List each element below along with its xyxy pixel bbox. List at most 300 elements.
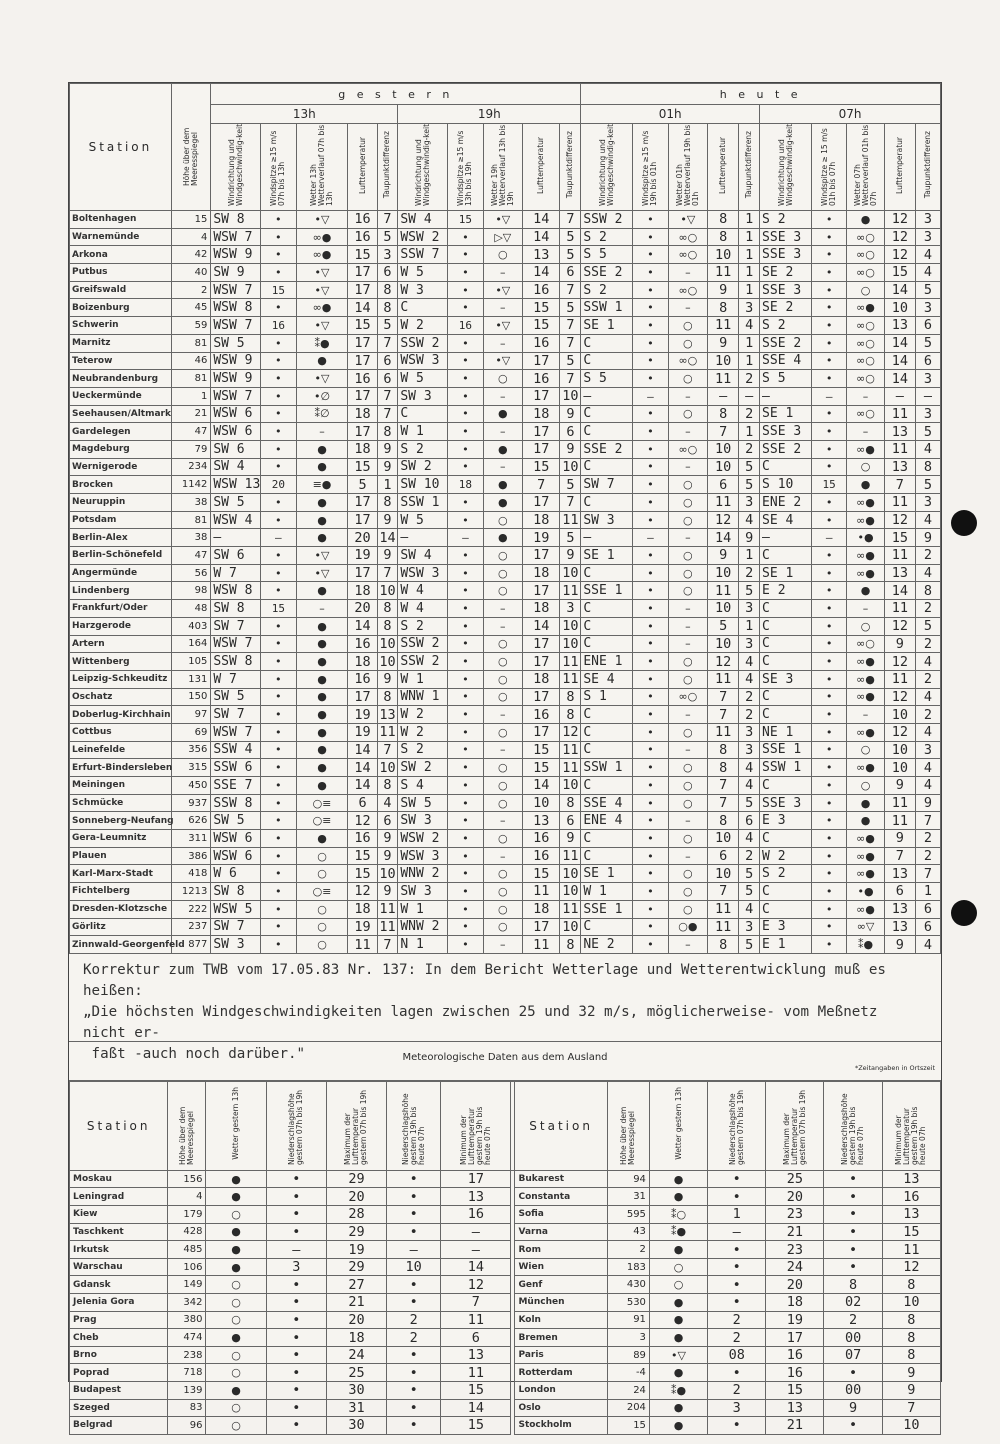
foreign-value: ○ xyxy=(206,1276,266,1294)
station-value: 2 xyxy=(739,440,760,458)
station-value: •● xyxy=(847,883,884,901)
station-value: ⁑● xyxy=(296,334,348,352)
station-value: • xyxy=(448,830,483,848)
station-value: 356 xyxy=(171,741,210,759)
station-value: 5 xyxy=(739,883,760,901)
station-value: 10 xyxy=(708,246,739,264)
time-13h: 13h xyxy=(211,105,398,124)
station-name: Boizenburg xyxy=(70,299,172,317)
station-value: 626 xyxy=(171,812,210,830)
station-value: SE 1 xyxy=(581,865,633,883)
station-value: ● xyxy=(296,352,348,370)
station-value: ∞○ xyxy=(847,228,884,246)
foreign-value: 2 xyxy=(824,1311,882,1329)
station-value: SSE 3 xyxy=(760,228,812,246)
station-value: ENE 2 xyxy=(760,494,812,512)
station-value: • xyxy=(812,936,847,954)
foreign-value: 15 xyxy=(607,1417,649,1435)
station-value: 38 xyxy=(171,529,210,547)
station-value: • xyxy=(812,918,847,936)
time-07h: 07h xyxy=(760,105,941,124)
foreign-station-name: Wien xyxy=(515,1258,607,1276)
foreign-value: • xyxy=(266,1276,326,1294)
station-value: 6 xyxy=(915,918,940,936)
station-value: 150 xyxy=(171,688,210,706)
domestic-station-table xyxy=(69,83,941,954)
foreign-value: 02 xyxy=(824,1294,882,1312)
station-name: Doberlug-Kirchhain xyxy=(70,706,172,724)
station-value: ○ xyxy=(483,370,522,388)
station-row xyxy=(70,918,941,936)
station-value: 1 xyxy=(915,883,940,901)
station-value: 11 xyxy=(708,918,739,936)
station-value: SE 1 xyxy=(760,564,812,582)
station-value: 56 xyxy=(171,564,210,582)
station-row xyxy=(70,529,941,547)
foreign-value: 8 xyxy=(882,1329,940,1347)
station-value: ○ xyxy=(296,918,348,936)
station-value: 2 xyxy=(915,635,940,653)
station-value: ○ xyxy=(296,900,348,918)
foreign-value: • xyxy=(387,1382,441,1400)
station-value: C xyxy=(760,900,812,918)
station-value: 16 xyxy=(448,317,483,335)
station-value: • xyxy=(812,228,847,246)
station-row xyxy=(70,600,941,618)
station-value: • xyxy=(448,440,483,458)
station-value: 11 xyxy=(377,723,398,741)
station-value: 8 xyxy=(560,706,581,724)
station-value: WSW 7 xyxy=(211,387,261,405)
station-value: 2 xyxy=(915,670,940,688)
foreign-value: ⁑● xyxy=(649,1223,707,1241)
station-value: 10 xyxy=(708,352,739,370)
station-name: Erfurt-Bindersleben xyxy=(70,759,172,777)
station-value: ∞○ xyxy=(847,334,884,352)
station-value: • xyxy=(261,847,296,865)
station-value: • xyxy=(261,458,296,476)
station-value: ∞● xyxy=(847,547,884,565)
station-value: • xyxy=(261,670,296,688)
station-value: •▽ xyxy=(483,352,522,370)
station-value: WSW 7 xyxy=(211,228,261,246)
station-value: 12 xyxy=(884,723,915,741)
station-value: 10 xyxy=(708,865,739,883)
station-value: • xyxy=(812,741,847,759)
station-value: 7 xyxy=(377,405,398,423)
foreign-value: ○ xyxy=(206,1417,266,1435)
station-value: 1 xyxy=(739,334,760,352)
station-value: • xyxy=(448,741,483,759)
station-name: Görlitz xyxy=(70,918,172,936)
station-name: Seehausen/Altmark xyxy=(70,405,172,423)
station-value: ● xyxy=(483,405,522,423)
station-value: SW 5 xyxy=(211,494,261,512)
foreign-value: 14 xyxy=(441,1399,511,1417)
station-value: • xyxy=(812,847,847,865)
station-value: SSW 1 xyxy=(581,299,633,317)
station-value: ∞○ xyxy=(847,352,884,370)
station-value: ∞● xyxy=(847,670,884,688)
station-value: 5 xyxy=(560,352,581,370)
station-value: 7 xyxy=(560,334,581,352)
col-weather-07: Wetter 07h Wetterverlauf 01h bis 07h xyxy=(847,124,884,211)
foreign-value: • xyxy=(266,1364,326,1382)
station-value: ∞● xyxy=(847,830,884,848)
station-value: 12 xyxy=(884,228,915,246)
foreign-station-name: Brno xyxy=(70,1346,168,1364)
station-value: 47 xyxy=(171,547,210,565)
station-value: • xyxy=(261,228,296,246)
station-value: SSE 3 xyxy=(760,246,812,264)
station-value: ∞● xyxy=(847,865,884,883)
station-value: C xyxy=(760,688,812,706)
station-value: 17 xyxy=(523,547,560,565)
station-value: – xyxy=(668,635,707,653)
station-value: 4 xyxy=(739,830,760,848)
station-value: WSW 7 xyxy=(211,635,261,653)
station-name: Zinnwald-Georgenfeld xyxy=(70,936,172,954)
station-value: 222 xyxy=(171,900,210,918)
station-value: 5 xyxy=(348,476,377,494)
station-value: 17 xyxy=(523,387,560,405)
station-value: 16 xyxy=(523,706,560,724)
station-value: • xyxy=(812,759,847,777)
station-value: ○ xyxy=(668,317,707,335)
station-value: ∞● xyxy=(296,299,348,317)
station-value: 16 xyxy=(348,830,377,848)
station-value: ● xyxy=(483,494,522,512)
station-value: • xyxy=(261,423,296,441)
station-value: • xyxy=(633,281,668,299)
col-dew-19: Taupunktdifferenz xyxy=(560,124,581,211)
foreign-value: 8 xyxy=(824,1276,882,1294)
station-value: SSE 3 xyxy=(760,423,812,441)
foreign-value: 10 xyxy=(387,1258,441,1276)
station-value: 8 xyxy=(560,936,581,954)
station-value: SW 8 xyxy=(211,211,261,229)
foreign-row xyxy=(70,1417,941,1435)
station-value: N 1 xyxy=(398,936,448,954)
station-value: • xyxy=(448,865,483,883)
station-value: • xyxy=(261,299,296,317)
station-value: •● xyxy=(847,529,884,547)
station-value: ○ xyxy=(483,582,522,600)
station-value: 13 xyxy=(884,865,915,883)
station-value: 16 xyxy=(523,370,560,388)
foreign-station-name: Koln xyxy=(515,1311,607,1329)
foreign-value: 13 xyxy=(441,1346,511,1364)
station-value: • xyxy=(633,706,668,724)
station-value: 3 xyxy=(739,494,760,512)
station-value: ○ xyxy=(668,334,707,352)
station-value: 4 xyxy=(739,759,760,777)
foreign-precip1-header-left: Niederschlagshöhe gestern 07h bis 19h xyxy=(266,1081,326,1170)
station-value: •▽ xyxy=(668,211,707,229)
foreign-value: 15 xyxy=(766,1382,824,1400)
station-value: – xyxy=(668,458,707,476)
col-wind-07: Windrichtung und Windgeschwindig-keit xyxy=(760,124,812,211)
foreign-value: ● xyxy=(206,1382,266,1400)
foreign-max-header-right: Maximum der Lufttemperatur gestern 07h bis 19h xyxy=(766,1081,824,1170)
station-value: 81 xyxy=(171,334,210,352)
station-value: 4 xyxy=(739,511,760,529)
station-value: ● xyxy=(847,211,884,229)
station-value: 14 xyxy=(348,777,377,795)
foreign-value: • xyxy=(824,1188,882,1206)
foreign-value: • xyxy=(387,1170,441,1188)
station-value: 7 xyxy=(560,281,581,299)
station-value: 14 xyxy=(884,582,915,600)
station-value: 11 xyxy=(708,494,739,512)
foreign-value: • xyxy=(266,1417,326,1435)
station-value: 4 xyxy=(915,653,940,671)
station-value: 10 xyxy=(560,387,581,405)
station-value: 5 xyxy=(915,334,940,352)
foreign-max-header-left: Maximum der Lufttemperatur gestern 07h bis 19h xyxy=(326,1081,386,1170)
station-value: 4 xyxy=(915,440,940,458)
station-value: • xyxy=(812,334,847,352)
station-value: 69 xyxy=(171,723,210,741)
station-value: WSW 6 xyxy=(211,847,261,865)
col-dew-07: Taupunktdifferenz xyxy=(915,124,940,211)
station-value: 17 xyxy=(523,440,560,458)
station-value: 5 xyxy=(915,423,940,441)
station-value: ○ xyxy=(483,830,522,848)
station-value: 16 xyxy=(523,830,560,848)
station-value: • xyxy=(633,865,668,883)
station-value: SE 3 xyxy=(760,670,812,688)
station-value: ○ xyxy=(483,670,522,688)
station-name: Potsdam xyxy=(70,511,172,529)
station-value: ○ xyxy=(847,617,884,635)
station-value: 12 xyxy=(884,653,915,671)
station-value: 8 xyxy=(708,211,739,229)
punch-hole-top xyxy=(951,510,977,536)
station-value: • xyxy=(633,564,668,582)
station-value: • xyxy=(261,264,296,282)
station-value: ○ xyxy=(483,511,522,529)
station-value: SW 3 xyxy=(398,812,448,830)
station-value: ○≡ xyxy=(296,794,348,812)
station-header: Station xyxy=(70,84,172,211)
station-value: WSW 13 xyxy=(211,476,261,494)
foreign-station-name: Budapest xyxy=(70,1382,168,1400)
station-value: – xyxy=(847,387,884,405)
station-value: 15 xyxy=(523,741,560,759)
station-value: C xyxy=(581,706,633,724)
station-value: • xyxy=(448,511,483,529)
foreign-value: 2 xyxy=(387,1329,441,1347)
station-value: 11 xyxy=(560,582,581,600)
station-value: SE 4 xyxy=(760,511,812,529)
station-row xyxy=(70,299,941,317)
station-value: • xyxy=(812,653,847,671)
station-value: ○ xyxy=(668,582,707,600)
station-name: Leinefelde xyxy=(70,741,172,759)
foreign-height-header-right: Höhe über dem Meeresspiegel xyxy=(607,1081,649,1170)
foreign-value: 29 xyxy=(326,1223,386,1241)
station-value: • xyxy=(261,511,296,529)
foreign-value: • xyxy=(266,1206,326,1224)
station-value: 8 xyxy=(708,936,739,954)
station-value: • xyxy=(633,653,668,671)
station-value: 4 xyxy=(915,777,940,795)
station-value: 14 xyxy=(348,299,377,317)
station-value: • xyxy=(812,670,847,688)
foreign-data-header xyxy=(69,1042,941,1081)
foreign-value: 43 xyxy=(607,1223,649,1241)
station-value: • xyxy=(261,794,296,812)
station-value: SSW 1 xyxy=(760,759,812,777)
station-value: 42 xyxy=(171,246,210,264)
station-value: 11 xyxy=(708,900,739,918)
station-value: 17 xyxy=(348,264,377,282)
station-value: • xyxy=(261,211,296,229)
station-value: ⁑● xyxy=(847,936,884,954)
station-value: • xyxy=(448,405,483,423)
station-row xyxy=(70,476,941,494)
station-value: C xyxy=(581,423,633,441)
station-value: •▽ xyxy=(296,370,348,388)
foreign-value: 430 xyxy=(607,1276,649,1294)
station-value: 2 xyxy=(739,706,760,724)
station-name: Greifswald xyxy=(70,281,172,299)
col-temp-19: Lufttemperatur xyxy=(523,124,560,211)
station-value: 17 xyxy=(523,635,560,653)
station-value: ○ xyxy=(483,883,522,901)
station-value: 2 xyxy=(739,688,760,706)
station-value: • xyxy=(448,812,483,830)
station-name: Karl-Marx-Stadt xyxy=(70,865,172,883)
foreign-value: 3 xyxy=(708,1399,766,1417)
foreign-value: – xyxy=(441,1223,511,1241)
station-value: • xyxy=(812,299,847,317)
station-value: 18 xyxy=(348,582,377,600)
station-name: Gardelegen xyxy=(70,423,172,441)
foreign-precip2-header-left: Niederschlagshöhe gestern 19h bis heute 07h xyxy=(387,1081,441,1170)
station-value: – xyxy=(483,936,522,954)
station-value: 5 xyxy=(560,529,581,547)
station-value: • xyxy=(633,617,668,635)
station-value: 19 xyxy=(348,918,377,936)
station-value: 15 xyxy=(348,317,377,335)
foreign-value: • xyxy=(266,1294,326,1312)
station-name: Arkona xyxy=(70,246,172,264)
foreign-value: 29 xyxy=(326,1258,386,1276)
station-row xyxy=(70,706,941,724)
station-value: 17 xyxy=(523,723,560,741)
station-value: 9 xyxy=(708,547,739,565)
foreign-station-name: Szeged xyxy=(70,1399,168,1417)
foreign-station-name: Poprad xyxy=(70,1364,168,1382)
foreign-value: 08 xyxy=(708,1346,766,1364)
station-value: • xyxy=(448,228,483,246)
station-value: 3 xyxy=(739,723,760,741)
col-wind-13: Windrichtung und Windgeschwindig-keit xyxy=(211,124,261,211)
station-value: • xyxy=(448,423,483,441)
station-value: • xyxy=(448,334,483,352)
station-value: ○ xyxy=(847,777,884,795)
foreign-value: 9 xyxy=(824,1399,882,1417)
station-value: ○ xyxy=(668,653,707,671)
foreign-value: 13 xyxy=(766,1399,824,1417)
station-value: 4 xyxy=(915,511,940,529)
foreign-value: 91 xyxy=(607,1311,649,1329)
station-value: • xyxy=(812,635,847,653)
station-value: 17 xyxy=(348,281,377,299)
station-value: 48 xyxy=(171,600,210,618)
station-value: 13 xyxy=(884,458,915,476)
station-value: ∞● xyxy=(847,299,884,317)
station-value: ○ xyxy=(483,564,522,582)
station-value: • xyxy=(448,617,483,635)
station-value: 15 xyxy=(523,759,560,777)
station-value: 10 xyxy=(560,777,581,795)
station-value: • xyxy=(448,370,483,388)
station-value: – xyxy=(398,529,448,547)
station-value: SW 6 xyxy=(211,547,261,565)
foreign-value: • xyxy=(266,1329,326,1347)
station-value: 5 xyxy=(739,794,760,812)
station-value: SSW 2 xyxy=(398,635,448,653)
foreign-row xyxy=(70,1241,941,1259)
station-value: S 2 xyxy=(760,317,812,335)
station-value: – xyxy=(708,387,739,405)
station-value: ● xyxy=(296,723,348,741)
foreign-value: • xyxy=(708,1170,766,1188)
station-value: • xyxy=(448,547,483,565)
station-value: • xyxy=(261,830,296,848)
foreign-value: 10 xyxy=(882,1294,940,1312)
station-value: SE 4 xyxy=(581,670,633,688)
station-value: 17 xyxy=(348,494,377,512)
station-value: •▽ xyxy=(483,317,522,335)
station-name: Ueckermünde xyxy=(70,387,172,405)
col-dew-01: Taupunktdifferenz xyxy=(739,124,760,211)
foreign-row xyxy=(70,1188,941,1206)
foreign-value: ● xyxy=(206,1258,266,1276)
station-value: ● xyxy=(296,670,348,688)
station-row xyxy=(70,334,941,352)
foreign-value: 20 xyxy=(326,1311,386,1329)
foreign-value: ● xyxy=(649,1311,707,1329)
station-value: – xyxy=(668,423,707,441)
station-value: S 2 xyxy=(760,211,812,229)
station-name: Schwerin xyxy=(70,317,172,335)
station-value: E 3 xyxy=(760,812,812,830)
station-value: 10 xyxy=(708,564,739,582)
foreign-value: 07 xyxy=(824,1346,882,1364)
station-value: • xyxy=(448,264,483,282)
station-value: – xyxy=(812,387,847,405)
foreign-value: 21 xyxy=(766,1417,824,1435)
foreign-value: – xyxy=(708,1223,766,1241)
station-value: ○ xyxy=(668,883,707,901)
station-value: ● xyxy=(847,476,884,494)
station-value: W 7 xyxy=(211,564,261,582)
station-name: Magdeburg xyxy=(70,440,172,458)
station-value: 8 xyxy=(377,688,398,706)
station-value: 5 xyxy=(915,281,940,299)
foreign-value: • xyxy=(387,1399,441,1417)
station-value: •▽ xyxy=(296,281,348,299)
station-value: SSW 2 xyxy=(398,653,448,671)
station-value: 9 xyxy=(560,405,581,423)
station-value: 3 xyxy=(377,246,398,264)
station-value: WSW 4 xyxy=(211,511,261,529)
foreign-value: • xyxy=(266,1399,326,1417)
